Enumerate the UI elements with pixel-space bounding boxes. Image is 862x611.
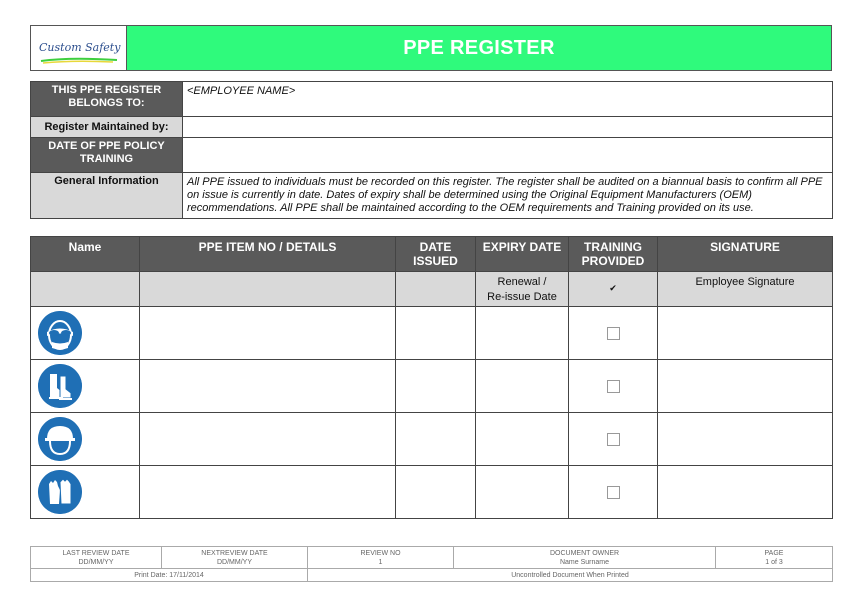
training-cell: [569, 307, 658, 360]
document-owner-value: Name Surname: [559, 558, 610, 566]
belongs-to-row: [31, 82, 833, 117]
date-issued-cell[interactable]: [396, 360, 476, 413]
print-date: Print Date: 17/11/2014: [31, 569, 308, 582]
subheader-expiry: [476, 272, 569, 307]
review-no-cell: [308, 547, 454, 569]
next-review-cell: [162, 547, 308, 569]
document-owner-cell: [454, 547, 716, 569]
date-issued-cell[interactable]: [396, 307, 476, 360]
document-owner-label: DOCUMENT OWNER: [549, 549, 620, 557]
company-logo: [31, 26, 127, 70]
policy-training-label: DATE OF PPE POLICY TRAINING: [31, 138, 183, 173]
table-subheader-row: [31, 272, 833, 307]
column-header-item: PPE ITEM NO / DETAILS: [140, 237, 396, 272]
item-details-cell[interactable]: [140, 413, 396, 466]
page-label: PAGE: [764, 549, 784, 557]
column-header-signature: SIGNATURE: [658, 237, 833, 272]
employee-signature-label: Employee Signature: [658, 272, 833, 307]
maintained-by-label: Register Maintained by:: [31, 117, 183, 138]
logo-text: Custom Safety: [39, 41, 121, 54]
training-cell: [569, 413, 658, 466]
item-details-cell[interactable]: [140, 360, 396, 413]
page-value: 1 of 3: [765, 558, 783, 566]
training-checkbox[interactable]: [607, 327, 620, 340]
name-cell[interactable]: [31, 360, 140, 413]
column-header-expiry-date: EXPIRY DATE: [476, 237, 569, 272]
training-cell: [569, 360, 658, 413]
expiry-date-cell[interactable]: [476, 413, 569, 466]
title-banner: [127, 26, 831, 70]
uncontrolled-notice: Uncontrolled Document When Printed: [308, 569, 833, 582]
page-cell: [716, 547, 833, 569]
renewal-label: Renewal /: [497, 276, 547, 288]
subheader-cell: [140, 272, 396, 307]
name-cell[interactable]: [31, 413, 140, 466]
signature-cell[interactable]: [658, 307, 833, 360]
expiry-date-cell[interactable]: [476, 307, 569, 360]
next-review-value: DD/MM/YY: [217, 558, 252, 566]
general-info-label: General Information: [31, 173, 183, 219]
safety-gloves-icon: [38, 470, 82, 514]
document-header: [30, 25, 832, 71]
last-review-label: LAST REVIEW DATE: [62, 549, 130, 557]
column-header-name: Name: [31, 237, 140, 272]
register-info-table: [30, 81, 833, 219]
column-header-training: TRAINING PROVIDED: [569, 237, 658, 272]
policy-training-row: [31, 138, 833, 173]
policy-training-field[interactable]: [183, 138, 833, 173]
safety-glasses-icon: [38, 311, 82, 355]
document-footer: [30, 546, 833, 582]
subheader-cell: [31, 272, 140, 307]
subheader-cell: [396, 272, 476, 307]
last-review-cell: [31, 547, 162, 569]
expiry-date-cell[interactable]: [476, 360, 569, 413]
footer-row: [31, 569, 833, 582]
signature-cell[interactable]: [658, 360, 833, 413]
maintained-by-row: [31, 117, 833, 138]
general-info-row: [31, 173, 833, 219]
signature-cell[interactable]: [658, 466, 833, 519]
last-review-value: DD/MM/YY: [78, 558, 114, 566]
belongs-to-label: THIS PPE REGISTER BELONGS TO:: [31, 82, 183, 117]
name-cell[interactable]: [31, 307, 140, 360]
item-details-cell[interactable]: [140, 466, 396, 519]
training-cell: [569, 466, 658, 519]
table-row: [31, 307, 833, 360]
training-checkbox[interactable]: [607, 486, 620, 499]
table-row: [31, 466, 833, 519]
footer-row: [31, 547, 833, 569]
signature-cell[interactable]: [658, 413, 833, 466]
table-header-row: [31, 237, 833, 272]
review-no-value: 1: [378, 558, 383, 566]
employee-name-field[interactable]: <EMPLOYEE NAME>: [183, 82, 833, 117]
column-header-date-issued: DATE ISSUED: [396, 237, 476, 272]
table-row: [31, 413, 833, 466]
ppe-register-table: [30, 236, 833, 519]
training-checkbox[interactable]: [607, 433, 620, 446]
item-details-cell[interactable]: [140, 307, 396, 360]
training-checkbox[interactable]: [607, 380, 620, 393]
table-row: [31, 360, 833, 413]
general-info-text: All PPE issued to individuals must be recorded on this register. The register shall be audited on a biannual basis to confirm all PPE on issue is currently in date. Dates of expiry shall be determined using the Original Equipment Manufacturers (OEM) recommendations. All PPE shall be maintained according to the OEM requirements and Training provided on its use.: [183, 173, 833, 219]
training-check-mark: ✔: [569, 272, 658, 307]
safety-boots-icon: [38, 364, 82, 408]
date-issued-cell[interactable]: [396, 466, 476, 519]
page-title: PPE REGISTER: [403, 36, 555, 59]
logo-swoosh-icon: [39, 56, 119, 64]
expiry-date-cell[interactable]: [476, 466, 569, 519]
review-no-label: REVIEW NO: [360, 549, 401, 557]
maintained-by-field[interactable]: [183, 117, 833, 138]
next-review-label: NEXTREVIEW DATE: [201, 549, 268, 557]
reissue-date-label: Re-issue Date: [487, 291, 557, 303]
name-cell[interactable]: [31, 466, 140, 519]
hard-hat-icon: [38, 417, 82, 461]
date-issued-cell[interactable]: [396, 413, 476, 466]
